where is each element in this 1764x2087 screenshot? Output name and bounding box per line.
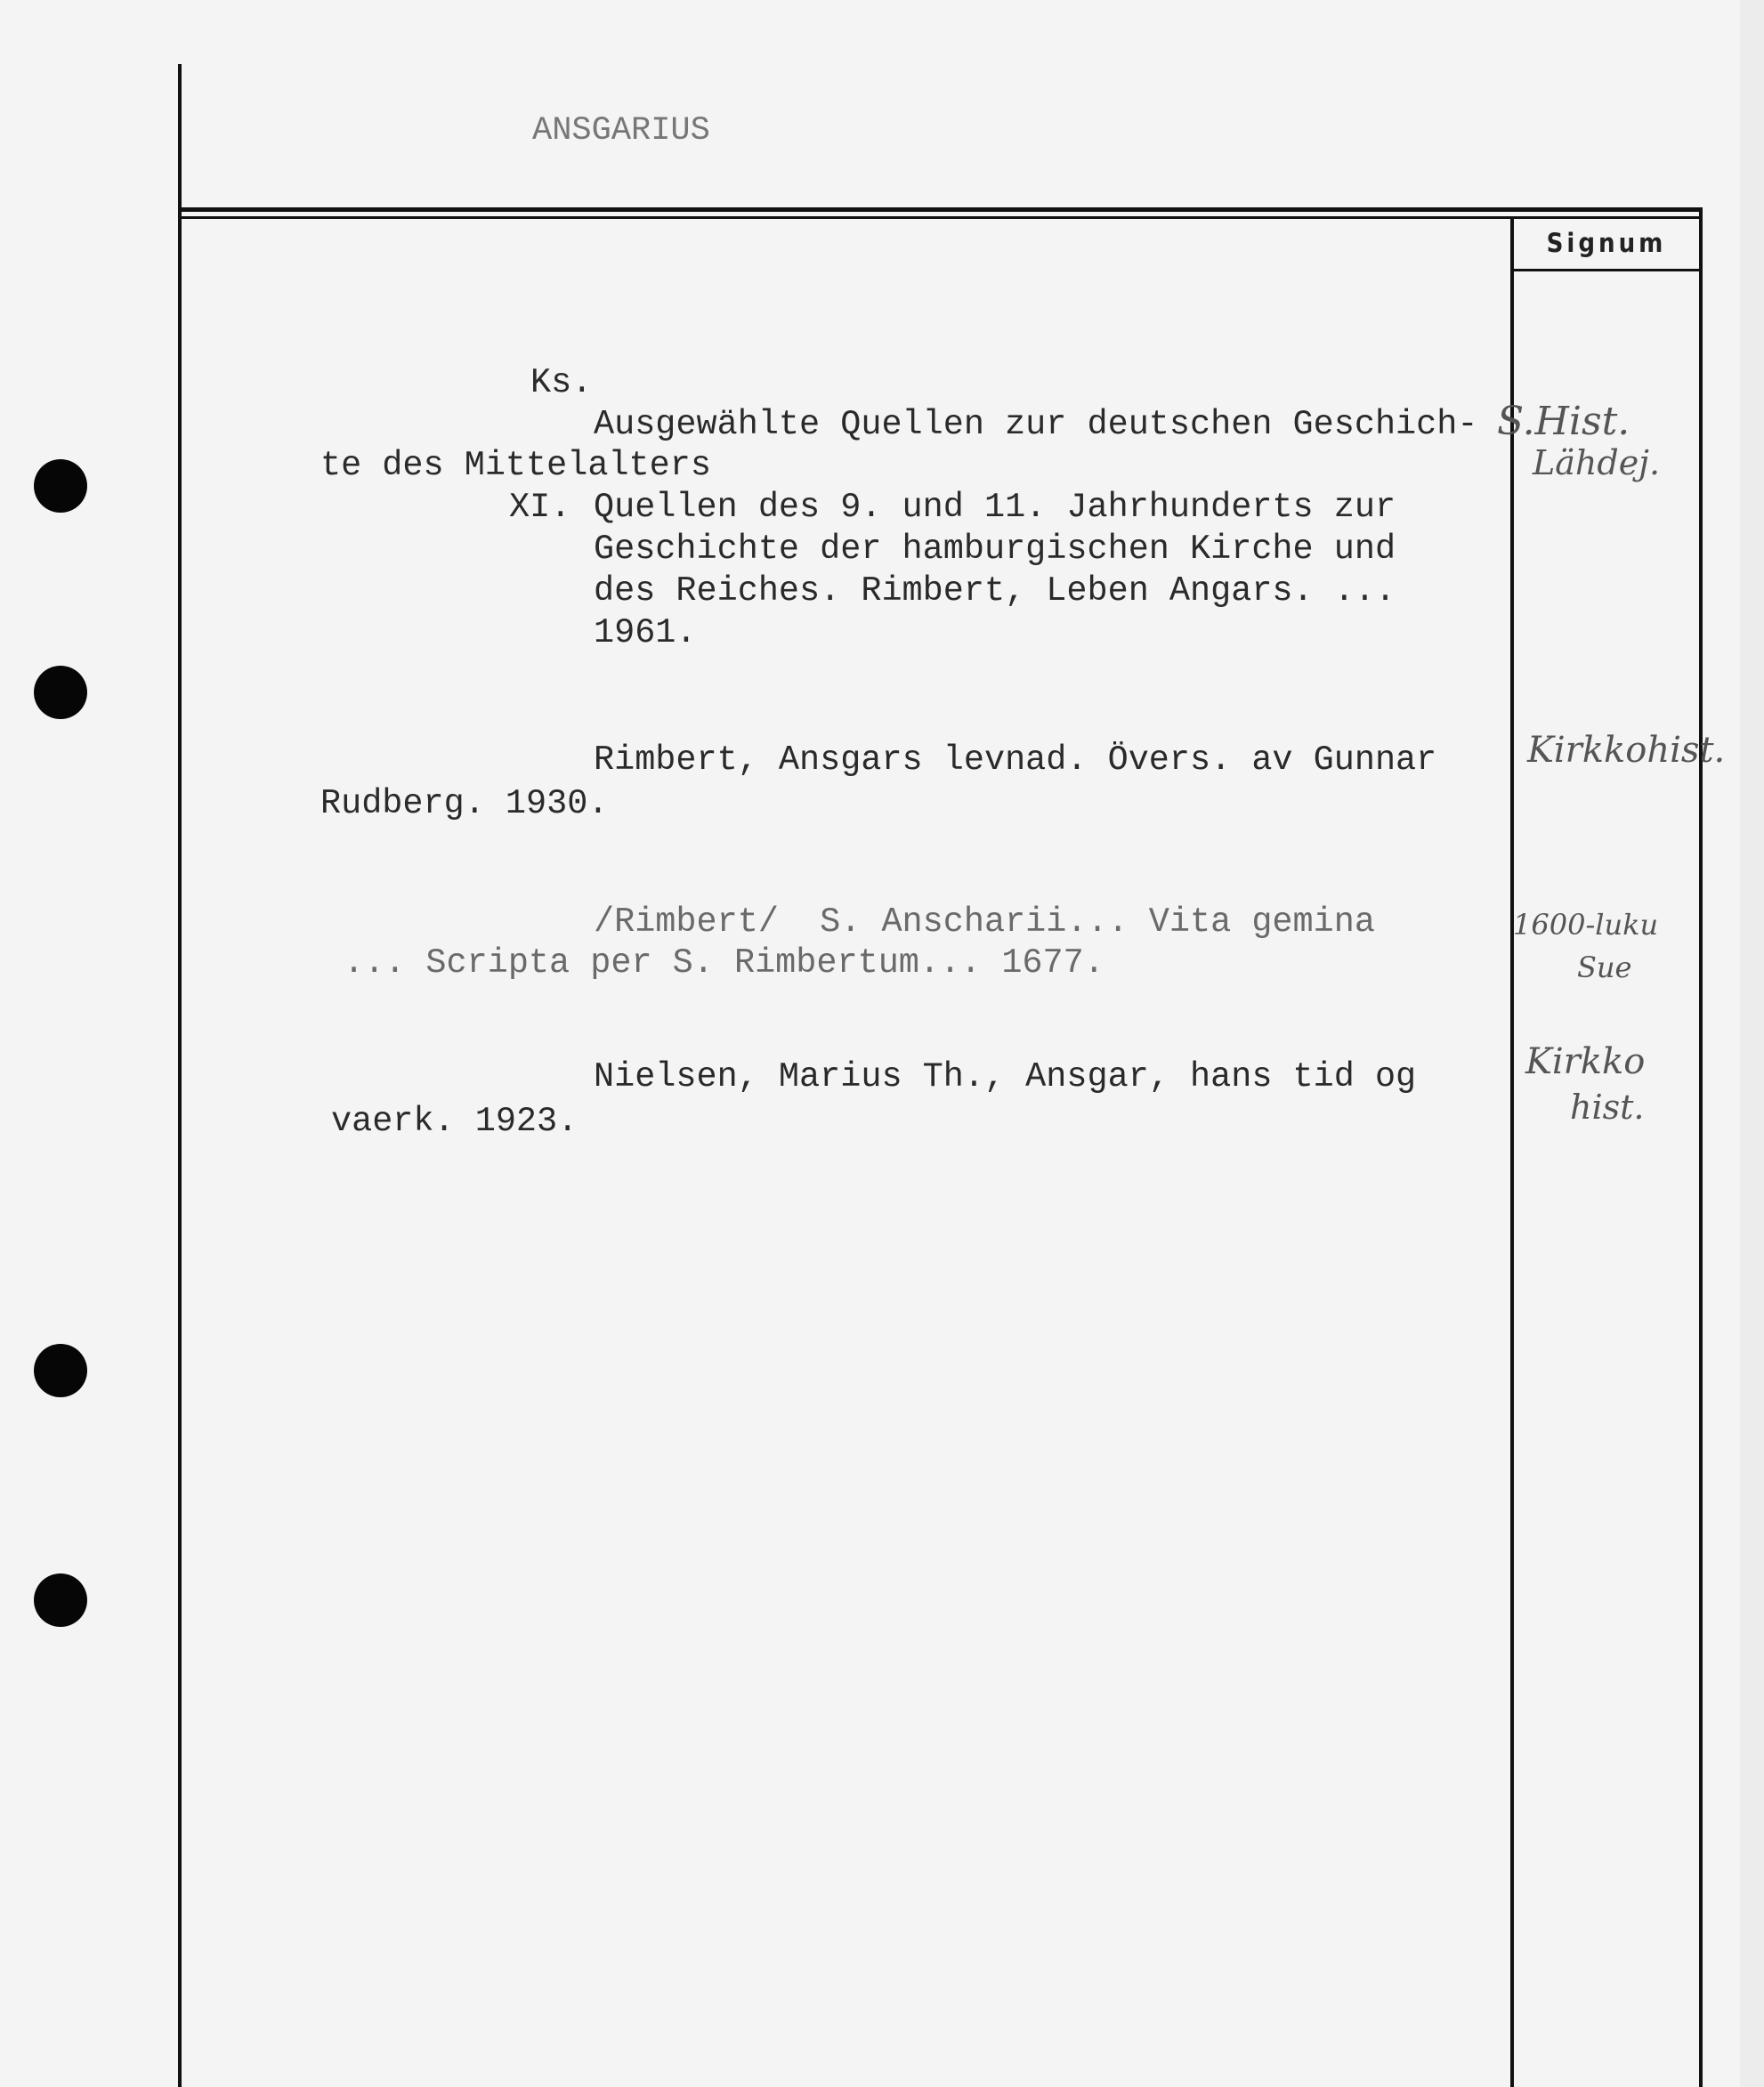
entry-1-line-6: Geschichte der hamburgischen Kirche und xyxy=(594,530,1396,569)
entry-1-line-7: des Reiches. Rimbert, Leben Angars. ... xyxy=(594,571,1396,611)
entry-1-line-2: Ausgewählte Quellen zur deutschen Geschich- xyxy=(594,405,1478,444)
entry-4-line-2: vaerk. 1923. xyxy=(331,1102,579,1141)
entry-2-line-1: Rimbert, Ansgars levnad. Övers. av Gunnar xyxy=(594,740,1437,780)
entry-2-signum: Kirkkohist. xyxy=(1527,730,1726,771)
entry-1-line-1: Ks. xyxy=(530,363,593,402)
punch-hole xyxy=(34,666,87,719)
card-heading: ANSGARIUS xyxy=(532,112,710,150)
entry-1-series-number: XI. xyxy=(509,488,571,527)
margin-rule xyxy=(178,64,182,2087)
header-rule xyxy=(178,207,1703,212)
header-rule-secondary xyxy=(178,216,1703,219)
entry-1-line-5: Quellen des 9. und 11. Jahrhunderts zur xyxy=(594,488,1396,527)
punch-hole xyxy=(34,1344,87,1397)
signum-header: Signum xyxy=(1546,228,1667,258)
entry-2-line-2: Rudberg. 1930. xyxy=(320,784,609,823)
signum-column-left-border xyxy=(1510,219,1514,2087)
entry-4-line-1: Nielsen, Marius Th., Ansgar, hans tid og xyxy=(594,1057,1417,1096)
punch-hole xyxy=(34,459,87,513)
punch-hole xyxy=(34,1573,87,1627)
entry-4-signum-line-2: hist. xyxy=(1570,1088,1645,1127)
entry-3-line-2: ... Scripta per S. Rimbertum... 1677. xyxy=(344,943,1105,983)
signum-column-right-border xyxy=(1699,207,1703,2087)
entry-3-line-1: /Rimbert/ S. Anscharii... Vita gemina xyxy=(594,902,1375,942)
entry-1-line-3: te des Mittelalters xyxy=(320,446,711,485)
signum-header-rule xyxy=(1510,269,1703,271)
entry-1-signum-line-1: S.Hist. xyxy=(1497,399,1630,444)
entry-4-signum-line-1: Kirkko xyxy=(1525,1041,1646,1082)
entry-1-signum-line-2: Lähdej. xyxy=(1533,443,1661,482)
entry-1-line-8: 1961. xyxy=(594,613,697,652)
entry-3-signum-line-1: 1600-luku xyxy=(1513,908,1659,942)
entry-3-signum-line-2: Sue xyxy=(1577,950,1632,984)
